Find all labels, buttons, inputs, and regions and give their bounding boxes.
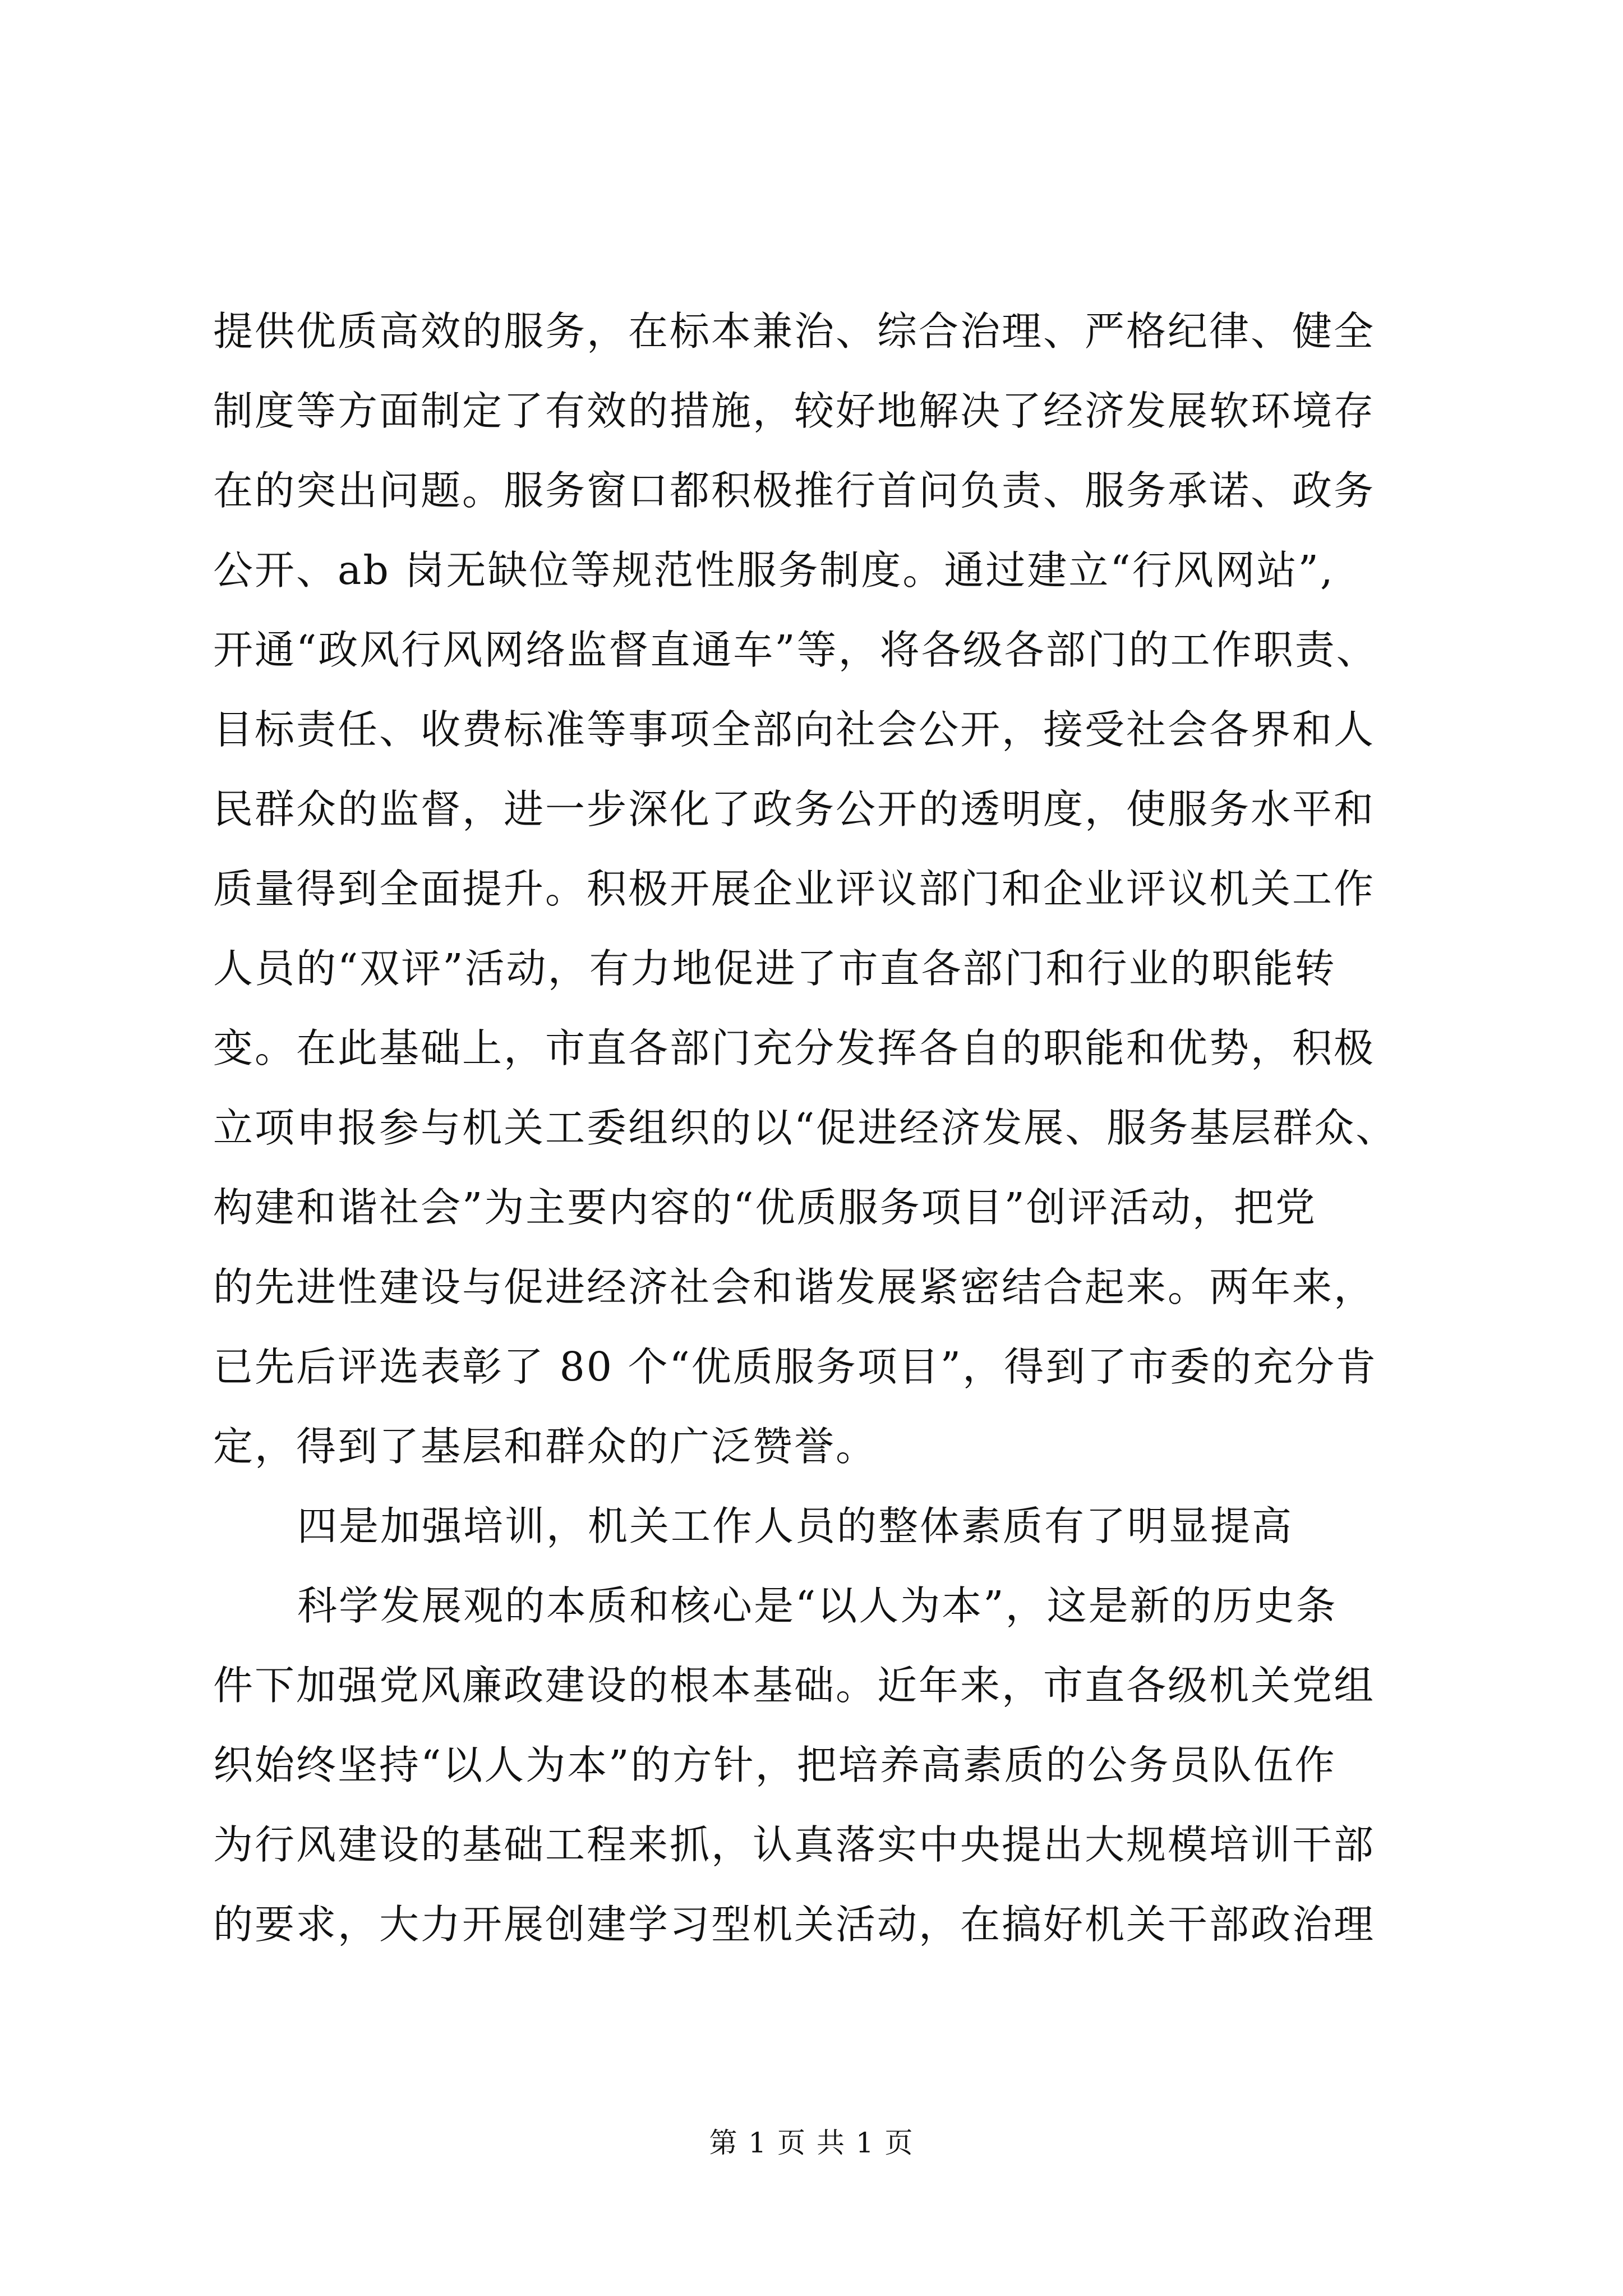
text-line: 已先后评选表彰了 80 个“优质服务项目”，得到了市委的充分肯	[213, 1343, 1378, 1390]
text-line: 构建和谐社会”为主要内容的“优质服务项目”创评活动，把党	[213, 1184, 1317, 1231]
text-line: 民群众的监督，进一步深化了政务公开的透明度，使服务水平和	[213, 786, 1376, 832]
body-text	[213, 292, 1419, 1964]
text-line: 人员的“双评”活动，有力地促进了市直各部门和行业的职能转	[213, 945, 1336, 992]
text-line: 变。在此基础上，市直各部门充分发挥各自的职能和优势，积极	[213, 1025, 1376, 1071]
text-line: 制度等方面制定了有效的措施，较好地解决了经济发展软环境存	[213, 388, 1376, 434]
page-number-label: 第 1 页 共 1 页	[709, 2127, 914, 2159]
text-line: 件下加强党风廉政建设的根本基础。近年来，市直各级机关党组	[213, 1662, 1376, 1709]
text-line: 定，得到了基层和群众的广泛赞誉。	[213, 1423, 878, 1470]
text-line: 提供优质高效的服务，在标本兼治、综合治理、严格纪律、健全	[213, 308, 1376, 355]
text-line: 科学发展观的本质和核心是“以人为本”，这是新的历史条	[297, 1582, 1338, 1629]
text-line: 目标责任、收费标准等事项全部向社会公开，接受社会各界和人	[213, 706, 1376, 753]
text-line: 的先进性建设与促进经济社会和谐发展紧密结合起来。两年来，	[213, 1264, 1376, 1310]
text-line: 立项申报参与机关工委组织的以“促进经济发展、服务基层群众、	[213, 1105, 1398, 1151]
page-footer	[0, 2126, 1623, 2160]
text-line: 开通“政风行风网络监督直通车”等，将各级各部门的工作职责、	[213, 627, 1378, 673]
text-line: 质量得到全面提升。积极开展企业评议部门和企业评议机关工作	[213, 866, 1376, 912]
text-line: 公开、ab 岗无缺位等规范性服务制度。通过建立“行风网站”,	[213, 547, 1335, 593]
text-line: 的要求，大力开展创建学习型机关活动，在搞好机关干部政治理	[213, 1901, 1376, 1948]
text-line: 为行风建设的基础工程来抓，认真落实中央提出大规模培训干部	[213, 1821, 1376, 1868]
text-line: 织始终坚持“以人为本”的方针，把培养高素质的公务员队伍作	[213, 1742, 1336, 1788]
section-heading: 四是加强培训，机关工作人员的整体素质有了明显提高	[297, 1503, 1294, 1549]
text-line: 在的突出问题。服务窗口都积极推行首问负责、服务承诺、政务	[213, 467, 1376, 514]
